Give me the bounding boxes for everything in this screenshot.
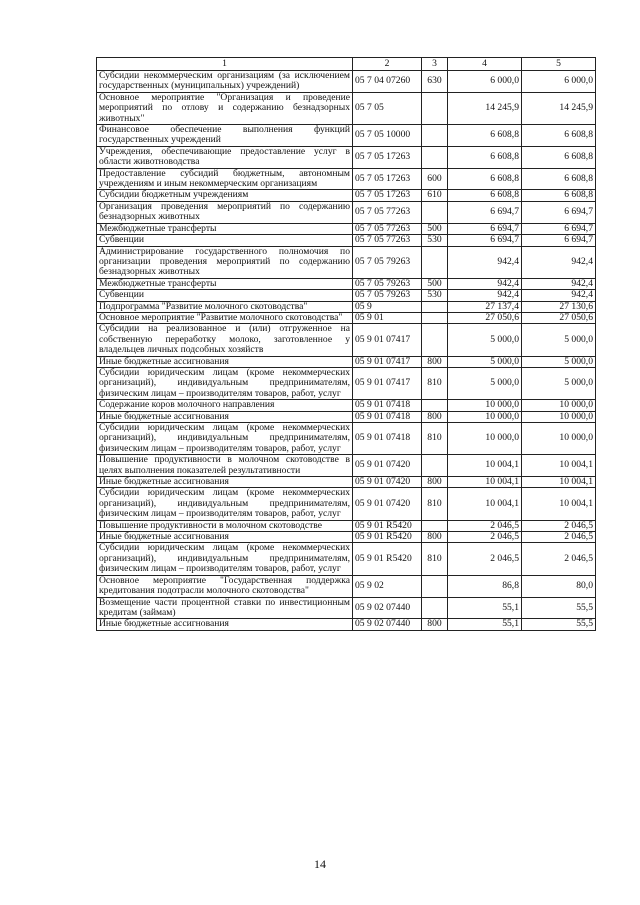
row-value-col4: 2 046,5 — [448, 520, 522, 531]
table-row — [97, 324, 596, 356]
table-row — [97, 312, 596, 323]
row-code-cell: 05 9 01 R5420 — [353, 532, 422, 543]
table-row — [97, 532, 596, 543]
row-name-cell: Учреждения, обеспечивающие предоставление услуг в области животноводства — [97, 146, 353, 168]
row-value-col5: 2 046,5 — [522, 543, 596, 575]
row-name-cell: Повышение продуктивности в молочном скотоводстве в целях выполнения показателей результативности — [97, 455, 353, 477]
table-row — [97, 411, 596, 422]
table-row — [97, 423, 596, 455]
row-name-cell: Субсидии некоммерческим организациям (за исключением государственных (муниципальных) учреждений) — [97, 71, 353, 93]
row-vr-cell: 500 — [422, 223, 448, 234]
row-vr-cell — [422, 324, 448, 356]
row-vr-cell — [422, 520, 448, 531]
row-vr-cell: 530 — [422, 290, 448, 301]
row-value-col4: 6 694,7 — [448, 201, 522, 223]
row-name-cell: Повышение продуктивности в молочном скотоводстве — [97, 520, 353, 531]
row-value-col4: 55,1 — [448, 619, 522, 630]
table-row — [97, 278, 596, 289]
row-name-cell: Иные бюджетные ассигнования — [97, 619, 353, 630]
row-name-cell: Основное мероприятие "Государственная поддержка кредитования подотрасли молочного скотоводства" — [97, 575, 353, 597]
row-value-col5: 10 004,1 — [522, 477, 596, 488]
header-col-4: 4 — [448, 58, 522, 71]
row-value-col5: 6 608,8 — [522, 146, 596, 168]
row-name-cell: Субсидии юридическим лицам (кроме некоммерческих организаций), индивидуальным предпринимателям, физическим лицам – производителям товаров, работ, услуг — [97, 488, 353, 520]
table-row — [97, 575, 596, 597]
row-value-col4: 2 046,5 — [448, 543, 522, 575]
row-value-col5: 6 608,8 — [522, 190, 596, 201]
table-row — [97, 597, 596, 619]
header-col-5: 5 — [522, 58, 596, 71]
row-value-col4: 6 694,7 — [448, 223, 522, 234]
row-vr-cell: 810 — [422, 488, 448, 520]
row-value-col4: 10 000,0 — [448, 423, 522, 455]
row-value-col4: 6 608,8 — [448, 168, 522, 190]
row-code-cell: 05 9 01 07417 — [353, 324, 422, 356]
row-code-cell: 05 7 05 77263 — [353, 235, 422, 246]
row-vr-cell: 530 — [422, 235, 448, 246]
budget-table — [96, 57, 596, 631]
row-value-col5: 55,5 — [522, 597, 596, 619]
row-value-col4: 2 046,5 — [448, 532, 522, 543]
row-name-cell: Субсидии бюджетным учреждениям — [97, 190, 353, 201]
row-code-cell: 05 9 01 — [353, 312, 422, 323]
row-code-cell: 05 9 01 07417 — [353, 356, 422, 367]
row-value-col4: 10 004,1 — [448, 488, 522, 520]
table-row — [97, 477, 596, 488]
row-code-cell: 05 7 05 17263 — [353, 146, 422, 168]
row-vr-cell — [422, 146, 448, 168]
row-vr-cell: 600 — [422, 168, 448, 190]
table-row — [97, 71, 596, 93]
row-value-col4: 942,4 — [448, 246, 522, 278]
row-code-cell: 05 9 01 07420 — [353, 455, 422, 477]
row-code-cell: 05 7 05 10000 — [353, 125, 422, 147]
row-name-cell: Иные бюджетные ассигнования — [97, 532, 353, 543]
row-name-cell: Межбюджетные трансферты — [97, 278, 353, 289]
row-value-col4: 27 050,6 — [448, 312, 522, 323]
row-vr-cell: 800 — [422, 477, 448, 488]
table-row — [97, 125, 596, 147]
row-value-col5: 6 608,8 — [522, 168, 596, 190]
row-vr-cell: 810 — [422, 367, 448, 399]
row-value-col4: 10 000,0 — [448, 411, 522, 422]
row-code-cell: 05 7 05 17263 — [353, 190, 422, 201]
row-code-cell: 05 9 — [353, 301, 422, 312]
row-vr-cell — [422, 312, 448, 323]
row-code-cell: 05 7 05 77263 — [353, 201, 422, 223]
table-row — [97, 92, 596, 124]
table-row — [97, 290, 596, 301]
row-name-cell: Иные бюджетные ассигнования — [97, 477, 353, 488]
table-row — [97, 619, 596, 630]
row-value-col4: 6 608,8 — [448, 125, 522, 147]
row-value-col4: 6 608,8 — [448, 190, 522, 201]
table-row — [97, 488, 596, 520]
row-vr-cell: 800 — [422, 619, 448, 630]
row-vr-cell: 810 — [422, 543, 448, 575]
table-row — [97, 235, 596, 246]
row-value-col5: 6 694,7 — [522, 223, 596, 234]
row-vr-cell — [422, 201, 448, 223]
row-vr-cell — [422, 125, 448, 147]
row-vr-cell — [422, 455, 448, 477]
row-vr-cell — [422, 575, 448, 597]
row-value-col4: 86,8 — [448, 575, 522, 597]
table-row — [97, 455, 596, 477]
row-value-col5: 2 046,5 — [522, 520, 596, 531]
row-code-cell: 05 7 05 17263 — [353, 168, 422, 190]
row-name-cell: Основное мероприятие "Организация и проведение мероприятий по отлову и содержанию безнадзорных животных" — [97, 92, 353, 124]
row-value-col4: 5 000,0 — [448, 367, 522, 399]
row-value-col4: 942,4 — [448, 278, 522, 289]
row-value-col4: 10 000,0 — [448, 400, 522, 411]
table-row — [97, 301, 596, 312]
table-body — [97, 71, 596, 631]
table-row — [97, 168, 596, 190]
row-code-cell: 05 9 01 R5420 — [353, 520, 422, 531]
row-value-col5: 10 004,1 — [522, 455, 596, 477]
row-value-col5: 6 694,7 — [522, 235, 596, 246]
row-value-col5: 5 000,0 — [522, 367, 596, 399]
row-name-cell: Межбюджетные трансферты — [97, 223, 353, 234]
row-name-cell: Субвенции — [97, 235, 353, 246]
row-name-cell: Субсидии юридическим лицам (кроме некоммерческих организаций), индивидуальным предпринимателям, физическим лицам – производителям товаров, работ, услуг — [97, 423, 353, 455]
row-code-cell: 05 7 05 79263 — [353, 290, 422, 301]
row-value-col5: 6 694,7 — [522, 201, 596, 223]
row-value-col5: 5 000,0 — [522, 356, 596, 367]
row-code-cell: 05 9 01 07420 — [353, 488, 422, 520]
row-name-cell: Финансовое обеспечение выполнения функций государственных учреждений — [97, 125, 353, 147]
table-row — [97, 543, 596, 575]
row-value-col5: 5 000,0 — [522, 324, 596, 356]
table-row — [97, 520, 596, 531]
row-vr-cell: 630 — [422, 71, 448, 93]
row-value-col4: 6 694,7 — [448, 235, 522, 246]
row-value-col5: 55,5 — [522, 619, 596, 630]
row-code-cell: 05 9 01 07418 — [353, 411, 422, 422]
row-value-col5: 27 130,6 — [522, 301, 596, 312]
row-name-cell: Иные бюджетные ассигнования — [97, 411, 353, 422]
row-value-col5: 80,0 — [522, 575, 596, 597]
row-code-cell: 05 7 05 — [353, 92, 422, 124]
row-value-col5: 942,4 — [522, 278, 596, 289]
row-vr-cell: 800 — [422, 532, 448, 543]
row-vr-cell: 800 — [422, 356, 448, 367]
row-name-cell: Иные бюджетные ассигнования — [97, 356, 353, 367]
row-name-cell: Подпрограмма "Развитие молочного скотоводства" — [97, 301, 353, 312]
row-name-cell: Организация проведения мероприятий по содержанию безнадзорных животных — [97, 201, 353, 223]
page-number: 14 — [314, 857, 326, 871]
row-value-col4: 6 608,8 — [448, 146, 522, 168]
table-header-row — [97, 58, 596, 71]
row-vr-cell — [422, 246, 448, 278]
table-row — [97, 201, 596, 223]
row-vr-cell — [422, 301, 448, 312]
row-value-col5: 942,4 — [522, 246, 596, 278]
row-value-col5: 10 000,0 — [522, 400, 596, 411]
row-vr-cell — [422, 597, 448, 619]
row-value-col4: 14 245,9 — [448, 92, 522, 124]
header-col-3: 3 — [422, 58, 448, 71]
row-name-cell: Предоставление субсидий бюджетным, автономным учреждениям и иным некоммерческим организациям — [97, 168, 353, 190]
row-name-cell: Субсидии на реализованное и (или) отгруженное на собственную переработку молоко, заготовленное у владельцев личных подсобных хозяйств — [97, 324, 353, 356]
row-value-col5: 27 050,6 — [522, 312, 596, 323]
row-value-col5: 14 245,9 — [522, 92, 596, 124]
row-value-col5: 6 000,0 — [522, 71, 596, 93]
row-value-col5: 10 000,0 — [522, 411, 596, 422]
row-vr-cell: 500 — [422, 278, 448, 289]
row-code-cell: 05 9 02 07440 — [353, 619, 422, 630]
row-value-col4: 5 000,0 — [448, 356, 522, 367]
row-name-cell: Возмещение части процентной ставки по инвестиционным кредитам (займам) — [97, 597, 353, 619]
row-value-col4: 5 000,0 — [448, 324, 522, 356]
table-row — [97, 246, 596, 278]
row-code-cell: 05 9 01 R5420 — [353, 543, 422, 575]
row-name-cell: Администрирование государственного полномочия по организации проведения мероприятий по содержанию безнадзорных животных — [97, 246, 353, 278]
row-code-cell: 05 7 05 77263 — [353, 223, 422, 234]
row-vr-cell: 810 — [422, 423, 448, 455]
row-code-cell: 05 9 01 07418 — [353, 423, 422, 455]
row-code-cell: 05 7 05 79263 — [353, 278, 422, 289]
row-code-cell: 05 7 05 79263 — [353, 246, 422, 278]
row-value-col5: 10 004,1 — [522, 488, 596, 520]
row-name-cell: Субсидии юридическим лицам (кроме некоммерческих организаций), индивидуальным предпринимателям, физическим лицам – производителям товаров, работ, услуг — [97, 367, 353, 399]
row-code-cell: 05 9 01 07420 — [353, 477, 422, 488]
row-name-cell: Субвенции — [97, 290, 353, 301]
row-value-col4: 942,4 — [448, 290, 522, 301]
row-code-cell: 05 7 04 07260 — [353, 71, 422, 93]
table-row — [97, 356, 596, 367]
row-name-cell: Субсидии юридическим лицам (кроме некоммерческих организаций), индивидуальным предпринимателям, физическим лицам – производителям товаров, работ, услуг — [97, 543, 353, 575]
table-row — [97, 400, 596, 411]
header-col-2: 2 — [353, 58, 422, 71]
row-value-col5: 10 000,0 — [522, 423, 596, 455]
row-value-col5: 2 046,5 — [522, 532, 596, 543]
row-code-cell: 05 9 01 07417 — [353, 367, 422, 399]
table-row — [97, 367, 596, 399]
row-name-cell: Основное мероприятие "Развитие молочного скотоводства" — [97, 312, 353, 323]
row-vr-cell: 800 — [422, 411, 448, 422]
row-value-col5: 942,4 — [522, 290, 596, 301]
row-vr-cell: 610 — [422, 190, 448, 201]
row-vr-cell — [422, 400, 448, 411]
row-value-col4: 10 004,1 — [448, 455, 522, 477]
table-row — [97, 146, 596, 168]
row-value-col5: 6 608,8 — [522, 125, 596, 147]
row-name-cell: Содержание коров молочного направления — [97, 400, 353, 411]
row-value-col4: 55,1 — [448, 597, 522, 619]
row-code-cell: 05 9 01 07418 — [353, 400, 422, 411]
row-value-col4: 10 004,1 — [448, 477, 522, 488]
header-col-1: 1 — [97, 58, 353, 71]
table-row — [97, 223, 596, 234]
row-value-col4: 27 137,4 — [448, 301, 522, 312]
row-code-cell: 05 9 02 07440 — [353, 597, 422, 619]
row-value-col4: 6 000,0 — [448, 71, 522, 93]
row-code-cell: 05 9 02 — [353, 575, 422, 597]
row-vr-cell — [422, 92, 448, 124]
table-row — [97, 190, 596, 201]
